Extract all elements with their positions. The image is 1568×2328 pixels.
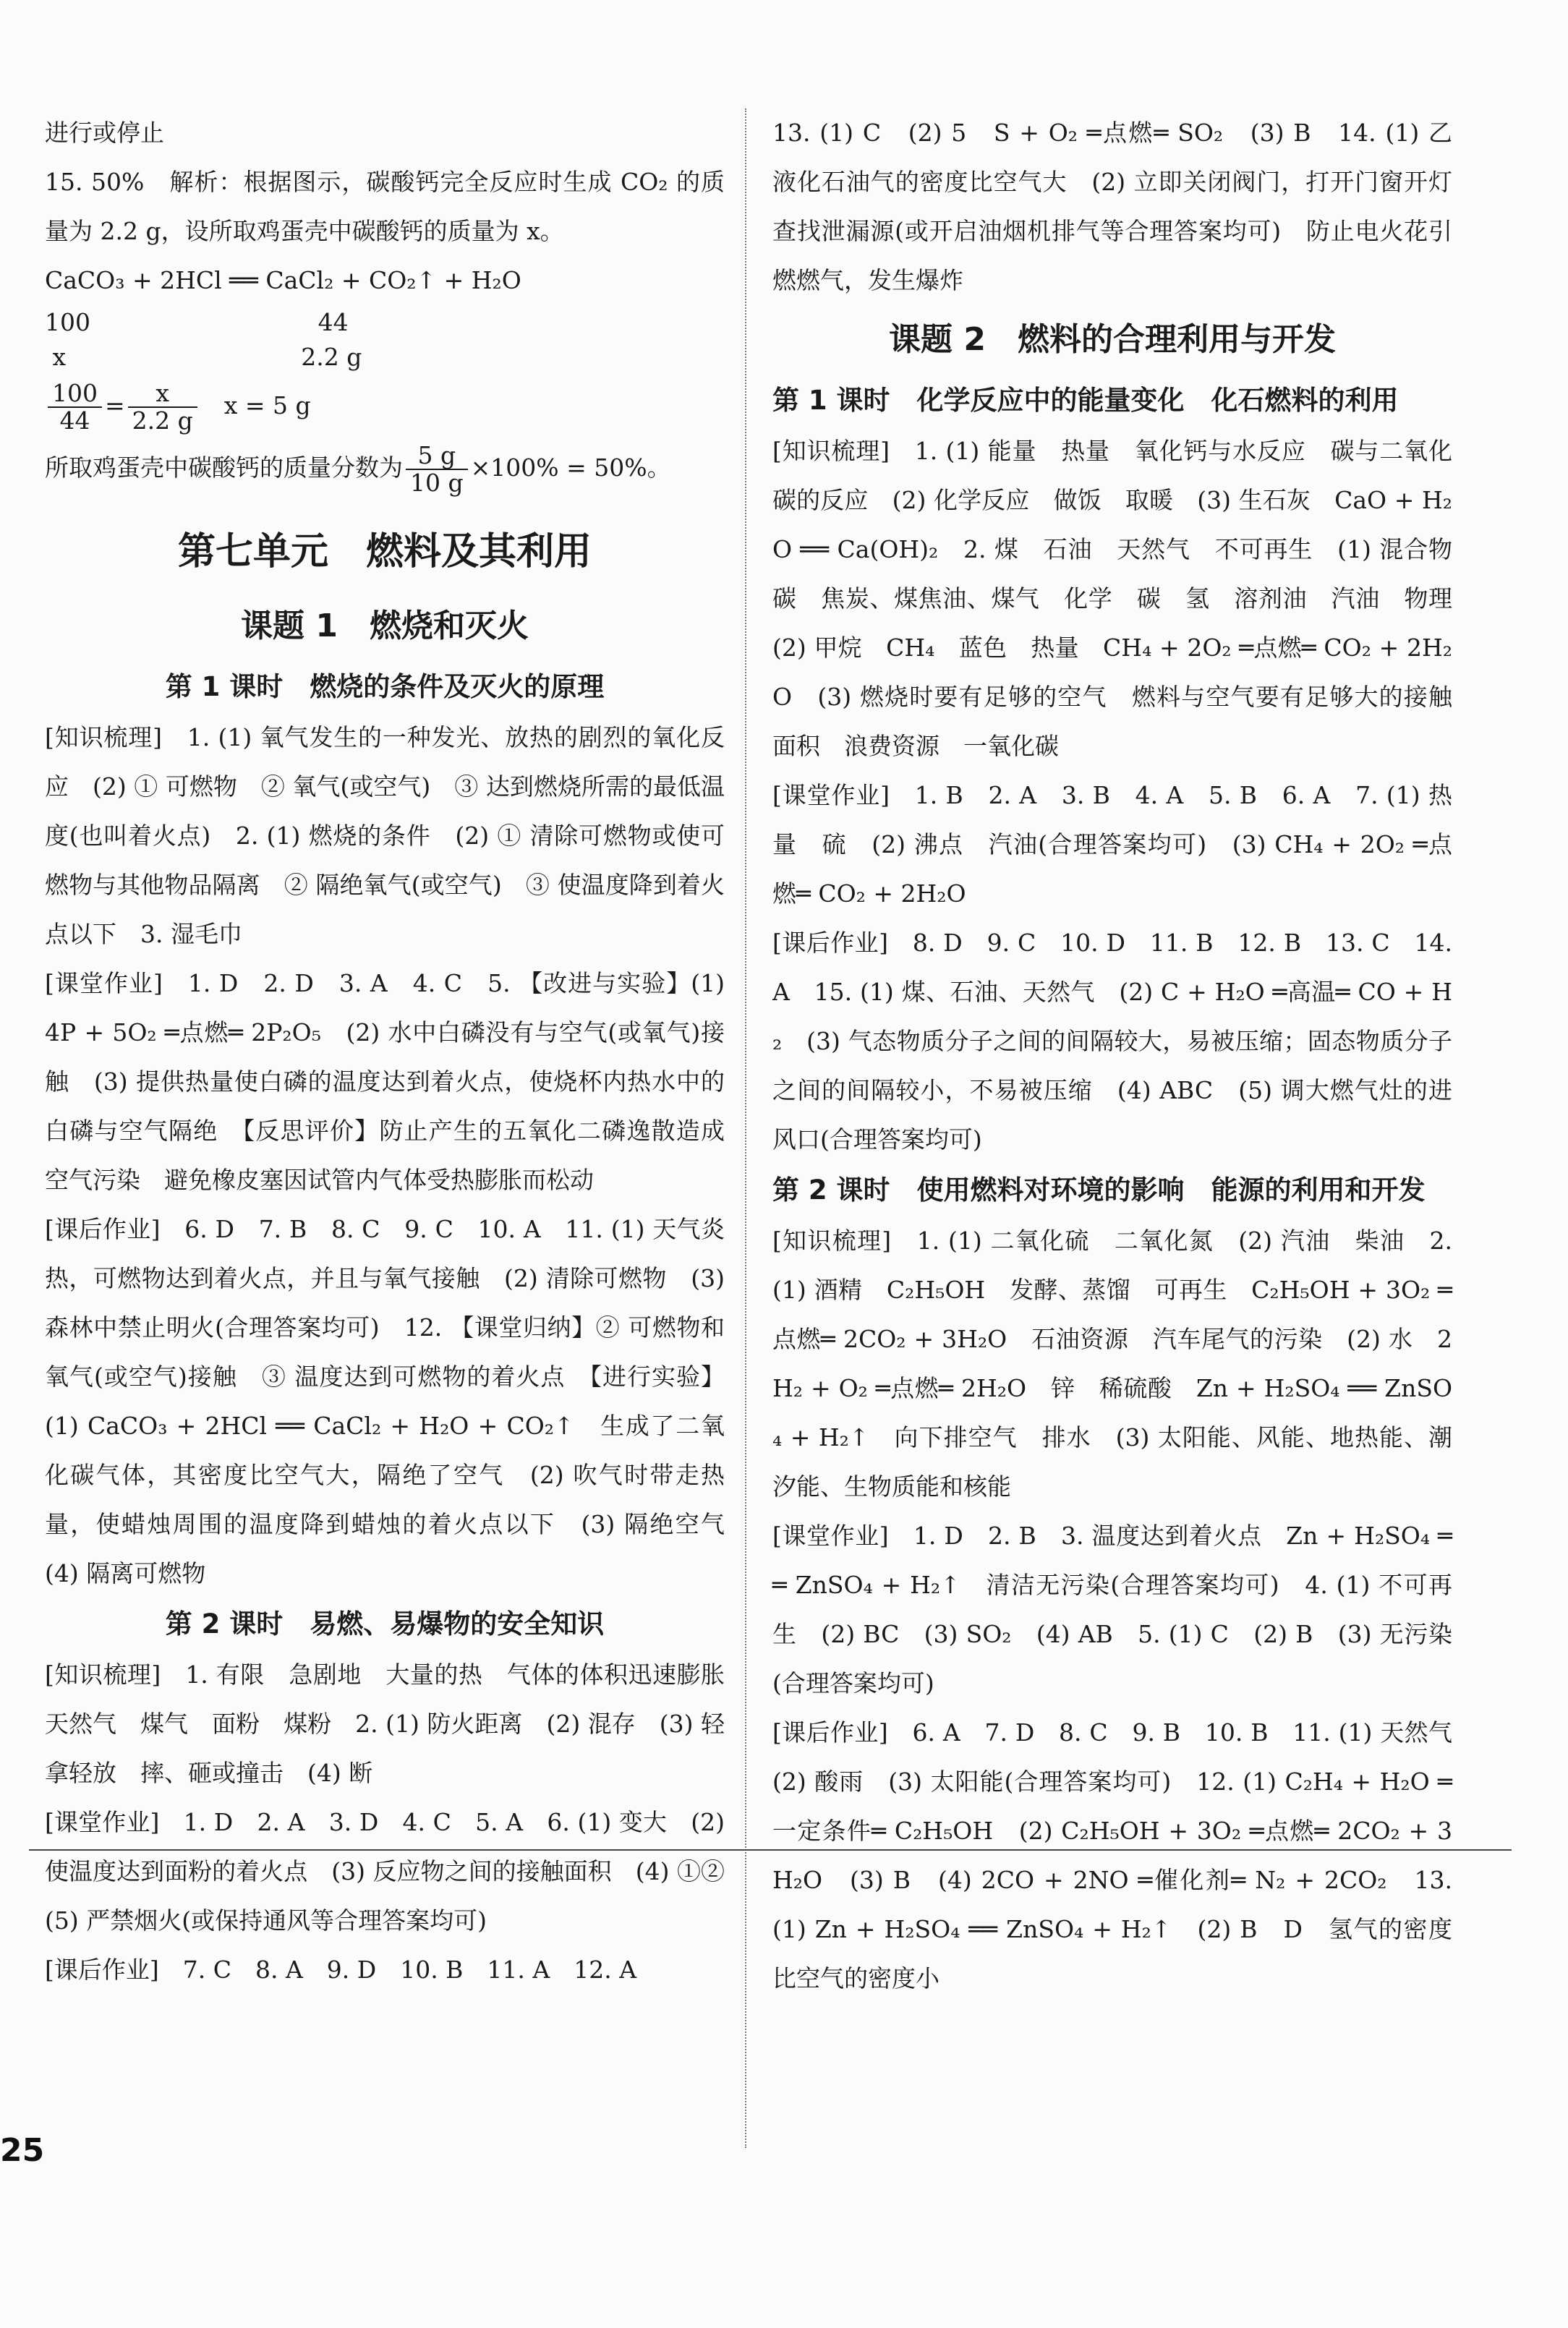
answer-continuation: 进行或停止	[45, 119, 164, 147]
lesson-1-homework: [课后作业] 6. D 7. B 8. C 9. C 10. A 11. (1) 天气炎热，可燃物达到着火点，并且与氧气接触 (2) 清除可燃物 (3) 森林中禁止明火(合理答案均可) 12. 【课堂归纳】② 可燃物和氧气(或空气)接触 ③ 温度达到可燃物的着火点 【进行实验】(1) CaCO₃ + 2HCl ══ CaCl₂ + H₂O + CO₂↑ 生成了二氧化碳气体，其密度比空气大，隔绝了空气 (2) 吹气时带走热量，使蜡烛周围的温度降到蜡烛的着火点以下 (3) 隔绝空气 (4) 隔离可燃物	[45, 1215, 749, 1587]
equation-unknowns: x 2.2 g	[45, 343, 362, 371]
lesson-3-homework: [课后作业] 8. D 9. C 10. D 11. B 12. B 13. C 14. A 15. (1) 煤、石油、天然气 (2) C + H₂O ═高温═ CO + H₂ (3) 气态物质分子之间的间隔较大，易被压缩；固态物质分子之间的间隔较小，不易被压缩 (4) ABC (5) 调大燃气灶的进风口(合理答案均可)	[772, 929, 1452, 1154]
lesson-4-knowledge: [知识梳理] 1. (1) 二氧化硫 二氧化氮 (2) 汽油 柴油 2. (1) 酒精 C₂H₅OH 发酵、蒸馏 可再生 C₂H₅OH + 3O₂ ═点燃═ 2CO₂ + 3H₂O 石油资源 汽车尾气的污染 (2) 水 2H₂ + O₂ ═点燃═ 2H₂O 锌 稀硫酸 Zn + H₂SO₄ ══ ZnSO₄ + H₂↑ 向下排空气 排水 (3) 太阳能、风能、地热能、潮汐能、生物质能和核能	[772, 1227, 1452, 1501]
proportion-line: $\frac{100}{44}$ = $\frac{x}{2.2 g}$ x = 5 g	[45, 375, 725, 437]
lesson-1-title: 第 1 课时 燃烧的条件及灭火的原理	[165, 671, 605, 702]
right-column	[772, 108, 1476, 2003]
equation-caco3: CaCO₃ + 2HCl ══ CaCl₂ + CO₂↑ + H₂O	[45, 266, 521, 294]
topic-2-title: 课题 2 燃料的合理利用与开发	[889, 321, 1336, 358]
lesson-1-class-work: [课堂作业] 1. D 2. D 3. A 4. C 5. 【改进与实验】(1) 4P + 5O₂ ═点燃═ 2P₂O₅ (2) 水中白磷没有与空气(或氧气)接触 (3) 提供热量使白磷的温度达到着火点，使烧杯内热水中的白磷与空气隔绝 【反思评价】防止产生的五氧化二磷逸散造成空气污染 避免橡皮塞因试管内气体受热膨胀而松动	[45, 969, 725, 1194]
topic-1-title: 课题 1 燃烧和灭火	[241, 607, 529, 644]
lesson-4-homework: [课后作业] 6. A 7. D 8. C 9. B 10. B 11. (1) 天然气 (2) 酸雨 (3) 太阳能(合理答案均可) 12. (1) C₂H₄ + H₂O ═一定条件═ C₂H₅OH (2) C₂H₅OH + 3O₂ ═点燃═ 2CO₂ + 3H₂O (3) B (4) 2CO + 2NO ═催化剂═ N₂ + 2CO₂ 13. (1) Zn + H₂SO₄ ══ ZnSO₄ + H₂↑ (2) B D 氢气的密度比空气的密度小	[772, 1718, 1476, 1992]
lesson-3-title: 第 1 课时 化学反应中的能量变化 化石燃料的利用	[772, 385, 1399, 416]
equation-masses: 100 44	[45, 308, 349, 336]
lesson-2-title: 第 2 课时 易燃、易爆物的安全知识	[165, 1608, 605, 1640]
left-column	[45, 108, 749, 1995]
mass-fraction-result: ×100% = 50%。	[470, 453, 671, 482]
lesson-4-title: 第 2 课时 使用燃料对环境的影响 能源的利用和开发	[772, 1174, 1426, 1206]
fraction-c: $\frac{5 g}{10 g}$	[406, 443, 468, 496]
unit-title: 第七单元 燃料及其利用	[177, 530, 592, 574]
lesson-3-knowledge: [知识梳理] 1. (1) 能量 热量 氧化钙与水反应 碳与二氧化碳的反应 (2) 化学反应 做饭 取暖 (3) 生石灰 CaO + H₂O ══ Ca(OH)₂ 2. 煤 石油 天然气 不可再生 (1) 混合物 碳 焦炭、煤焦油、煤气 化学 碳 氢 溶剂油 汽油 物理 (2) 甲烷 CH₄ 蓝色 热量 CH₄ + 2O₂ ═点燃═ CO₂ + 2H₂O (3) 燃烧时要有足够的空气 燃料与空气要有足够大的接触面积 浪费资源 一氧化碳	[772, 437, 1476, 760]
mass-fraction-text: 所取鸡蛋壳中碳酸钙的质量分数为	[45, 453, 403, 482]
lesson-2-knowledge: [知识梳理] 1. 有限 急剧地 大量的热 气体的体积迅速膨胀 天然气 煤气 面粉 煤粉 2. (1) 防火距离 (2) 混存 (3) 轻拿轻放 摔、砸或撞击 (4) 断	[45, 1660, 749, 1787]
proportion-result: x = 5 g	[223, 391, 311, 419]
column-divider	[745, 108, 746, 2148]
mass-fraction-line	[45, 437, 725, 499]
lesson-2-homework: [课后作业] 7. C 8. A 9. D 10. B 11. A 12. A	[45, 1956, 637, 1984]
answer-13-14: 13. (1) C (2) 5 S + O₂ ═点燃═ SO₂ (3) B 14. (1) 乙 液化石油气的密度比空气大 (2) 立即关闭阀门，打开门窗开灯查找泄漏源(或开启油烟机排气等合理答案均可) 防止电火花引燃燃气，发生爆炸	[772, 119, 1476, 294]
page-number: 25	[0, 2132, 45, 2169]
answer-15: 15. 50% 解析：根据图示，碳酸钙完全反应时生成 CO₂ 的质量为 2.2 g，设所取鸡蛋壳中碳酸钙的质量为 x。	[45, 168, 725, 245]
fraction-a: $\frac{100}{44}$	[48, 380, 102, 434]
lesson-1-knowledge: [知识梳理] 1. (1) 氧气发生的一种发光、放热的剧烈的氧化反应 (2) ① 可燃物 ② 氧气(或空气) ③ 达到燃烧所需的最低温度(也叫着火点) 2. (1) 燃烧的条件 (2) ① 清除可燃物或使可燃物与其他物品隔离 ② 隔绝氧气(或空气) ③ 使温度降到着火点以下 3. 湿毛巾	[45, 723, 725, 948]
lesson-4-class-work: [课堂作业] 1. D 2. B 3. 温度达到着火点 Zn + H₂SO₄ ══ ZnSO₄ + H₂↑ 清洁无污染(合理答案均可) 4. (1) 不可再生 (2) BC (3) SO₂ (4) AB 5. (1) C (2) B (3) 无污染(合理答案均可)	[772, 1522, 1452, 1697]
lesson-3-class-work: [课堂作业] 1. B 2. A 3. B 4. A 5. B 6. A 7. (1) 热量 硫 (2) 沸点 汽油(合理答案均可) (3) CH₄ + 2O₂ ═点燃═ CO₂ + 2H₂O	[772, 781, 1452, 908]
fraction-b: $\frac{x}{2.2 g}$	[128, 380, 197, 434]
lesson-2-class-work: [课堂作业] 1. D 2. A 3. D 4. C 5. A 6. (1) 变大 (2) 使温度达到面粉的着火点 (3) 反应物之间的接触面积 (4) ①② (5) 严禁烟火(或保持通风等合理答案均可)	[45, 1808, 749, 1935]
